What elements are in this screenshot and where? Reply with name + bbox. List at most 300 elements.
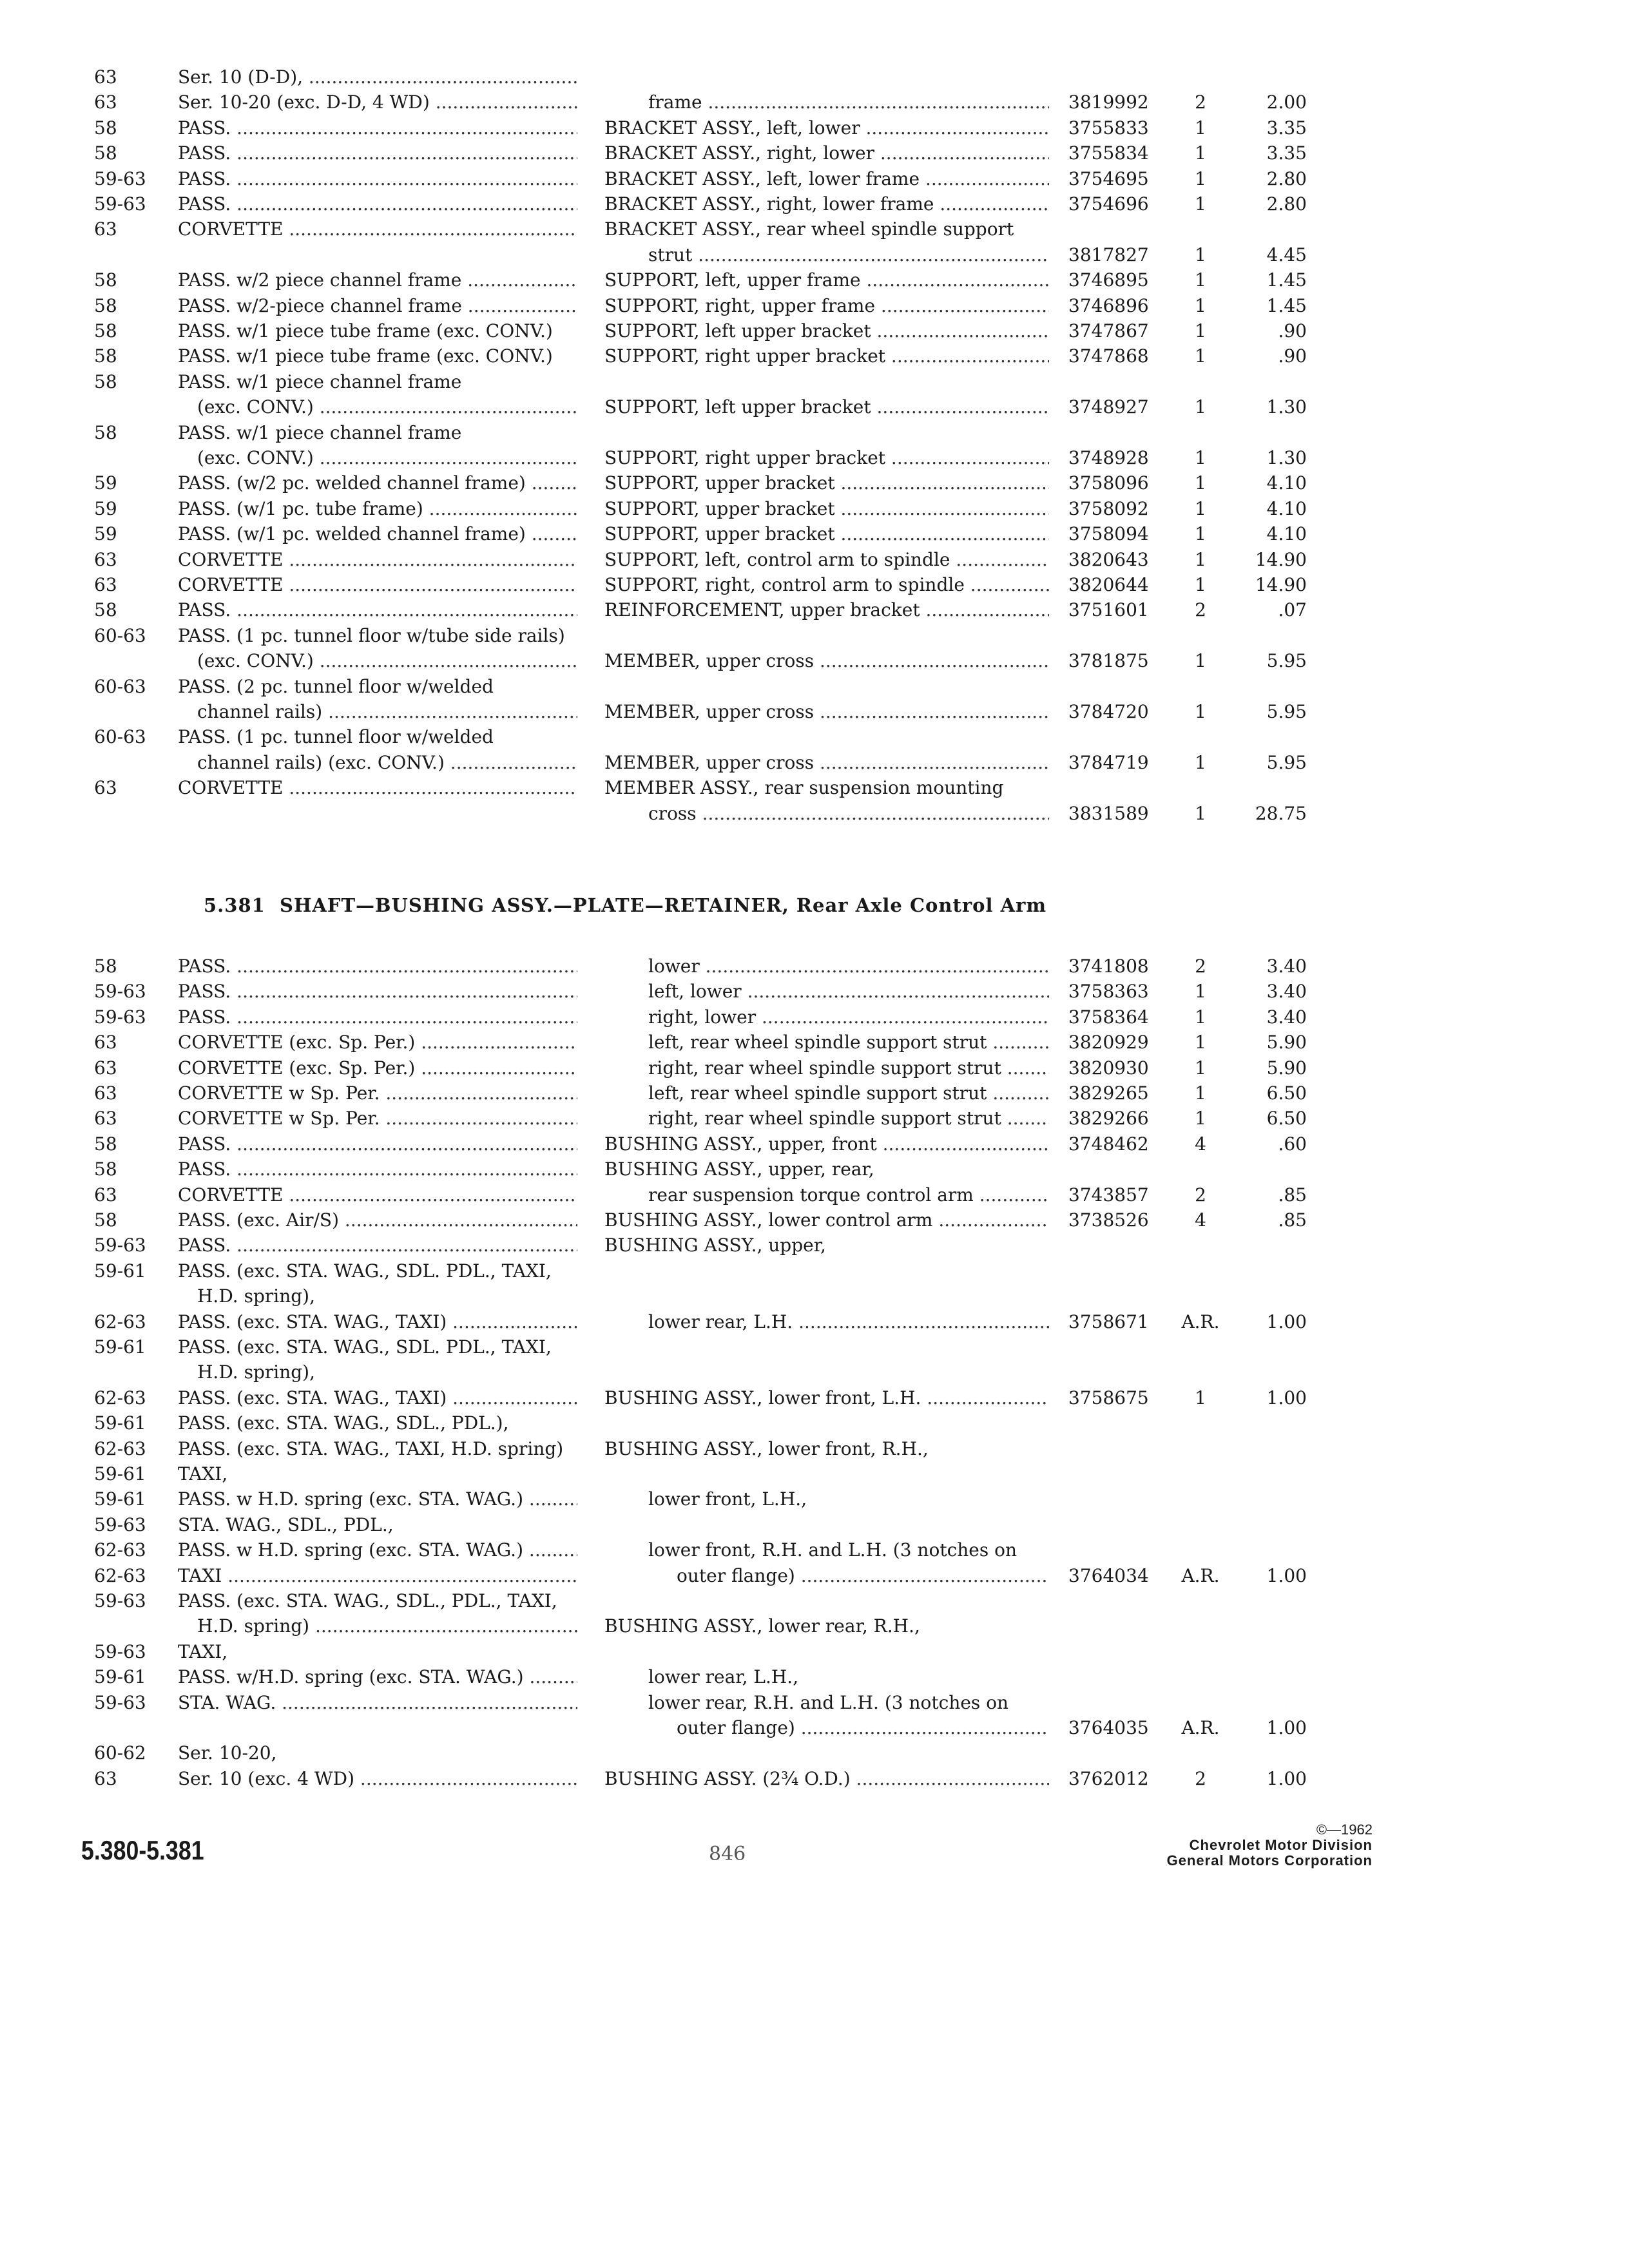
table-row	[0, 369, 1629, 395]
price: .85	[1278, 1184, 1307, 1206]
table-row	[0, 115, 1629, 141]
application: PASS. (exc. Air/S) .....	[178, 1207, 577, 1233]
model-year: 59-63	[94, 1514, 146, 1535]
table-row	[0, 293, 1629, 319]
part-description: rear suspension torque control arm .....	[648, 1182, 1049, 1208]
application: PASS. (2 pc. tunnel floor w/welded	[178, 675, 494, 697]
table-row	[0, 597, 1629, 623]
quantity: A.R.	[1181, 1564, 1220, 1586]
price: 1.30	[1266, 396, 1307, 418]
price: 4.10	[1266, 523, 1307, 545]
model-year: 59-63	[94, 168, 146, 189]
part-description: SUPPORT, upper bracket .....	[604, 470, 1049, 496]
model-year: 60-63	[94, 675, 146, 697]
table-row	[0, 1766, 1629, 1792]
price: 4.10	[1266, 497, 1307, 519]
application: CORVETTE .....	[178, 216, 577, 242]
model-year: 60-63	[94, 726, 146, 748]
part-description: BUSHING ASSY., upper, rear,	[604, 1158, 874, 1180]
table-row	[0, 90, 1629, 115]
price: 6.50	[1266, 1082, 1307, 1104]
application: PASS. .....	[178, 979, 577, 1004]
quantity: 1	[1195, 320, 1206, 341]
price: 3.35	[1266, 142, 1307, 164]
application: CORVETTE .....	[178, 775, 577, 801]
table-row	[0, 267, 1629, 293]
part-number: 3758094	[1068, 523, 1149, 545]
table-row	[0, 1385, 1629, 1411]
model-year: 59-61	[94, 1463, 146, 1485]
table-row	[0, 496, 1629, 522]
part-description: left, lower .....	[648, 979, 1049, 1004]
price: 3.35	[1266, 117, 1307, 139]
application: PASS. (exc. STA. WAG., SDL. PDL., TAXI,	[178, 1260, 552, 1282]
part-description: MEMBER, upper cross .....	[604, 699, 1049, 725]
application: Ser. 10 (D-D), .....	[178, 64, 577, 90]
table-row	[0, 445, 1629, 471]
quantity: 2	[1195, 1767, 1206, 1789]
part-description: left, rear wheel spindle support strut .....	[648, 1081, 1049, 1106]
table-row	[0, 216, 1629, 242]
table-row	[0, 343, 1629, 369]
part-number: 3781875	[1068, 650, 1149, 672]
table-row	[0, 64, 1629, 90]
table-row	[0, 1715, 1629, 1741]
price: .90	[1278, 345, 1307, 367]
table-row	[0, 1106, 1629, 1131]
quantity: 1	[1195, 574, 1206, 595]
application: PASS. .....	[178, 1157, 577, 1182]
table-row	[0, 318, 1629, 344]
application: Ser. 10 (exc. 4 WD) .....	[178, 1766, 577, 1792]
quantity: 1	[1195, 523, 1206, 545]
part-number: 3817827	[1068, 244, 1149, 265]
quantity: 1	[1195, 294, 1206, 316]
table-row	[0, 1309, 1629, 1335]
application: PASS. (1 pc. tunnel floor w/welded	[178, 726, 494, 748]
quantity: 1	[1195, 1057, 1206, 1079]
application: PASS. w/2 piece channel frame .....	[178, 267, 577, 293]
application: PASS. w/1 piece tube frame (exc. CONV.)	[178, 345, 553, 367]
quantity: 1	[1195, 345, 1206, 367]
quantity: 1	[1195, 168, 1206, 189]
model-year: 62-63	[94, 1437, 146, 1459]
part-number: 3820643	[1068, 548, 1149, 570]
table-row	[0, 1740, 1629, 1766]
table-row	[0, 572, 1629, 598]
part-number: 3758096	[1068, 472, 1149, 494]
application: PASS. w/H.D. spring (exc. STA. WAG.) .....	[178, 1664, 577, 1690]
part-description: lower front, L.H.,	[648, 1488, 807, 1510]
quantity: A.R.	[1181, 1717, 1220, 1738]
quantity: 1	[1195, 650, 1206, 672]
part-description: frame .....	[648, 90, 1049, 115]
part-description: BRACKET ASSY., right, lower .....	[604, 140, 1049, 166]
part-description: right, rear wheel spindle support strut .....	[648, 1055, 1049, 1081]
part-number: 3755833	[1068, 117, 1149, 139]
part-description: lower rear, R.H. and L.H. (3 notches on	[648, 1691, 1009, 1713]
table-row	[0, 140, 1629, 166]
part-number: 3819992	[1068, 91, 1149, 113]
quantity: 1	[1195, 447, 1206, 468]
table-row	[0, 1030, 1629, 1055]
part-description: BRACKET ASSY., right, lower frame .....	[604, 191, 1049, 217]
part-number: 3758364	[1068, 1006, 1149, 1028]
part-description: lower .....	[648, 954, 1049, 979]
model-year: 59-63	[94, 1006, 146, 1028]
price: 4.45	[1266, 244, 1307, 265]
price: .85	[1278, 1209, 1307, 1231]
price: 5.90	[1266, 1032, 1307, 1053]
section-number: 5.381	[204, 894, 265, 916]
quantity: 1	[1195, 269, 1206, 291]
application: CORVETTE (exc. Sp. Per.) .....	[178, 1030, 577, 1055]
table-row	[0, 1613, 1629, 1639]
application: CORVETTE w Sp. Per. .....	[178, 1106, 577, 1131]
model-year: 58	[94, 142, 117, 164]
application: PASS. .....	[178, 1131, 577, 1157]
quantity: 1	[1195, 244, 1206, 265]
price: 1.00	[1266, 1564, 1307, 1586]
footer-section-ref: 5.380-5.381	[81, 1835, 204, 1865]
table-row	[0, 674, 1629, 700]
model-year: 59-61	[94, 1336, 146, 1358]
application: PASS. .....	[178, 1004, 577, 1030]
price: .07	[1278, 599, 1307, 621]
table-row	[0, 547, 1629, 573]
part-number: 3762012	[1068, 1767, 1149, 1789]
model-year: 59-61	[94, 1666, 146, 1688]
quantity: 1	[1195, 548, 1206, 570]
quantity: 1	[1195, 193, 1206, 215]
part-description: SUPPORT, right upper bracket .....	[604, 445, 1049, 471]
part-description: MEMBER, upper cross .....	[604, 648, 1049, 674]
model-year: 63	[94, 1082, 117, 1104]
section-title: SHAFT—BUSHING ASSY.—PLATE—RETAINER,	[280, 894, 789, 916]
model-year: 59	[94, 497, 117, 519]
table-row	[0, 775, 1629, 801]
table-row	[0, 699, 1629, 725]
application: PASS. .....	[178, 191, 577, 217]
quantity: 1	[1195, 1082, 1206, 1104]
price: 1.00	[1266, 1311, 1307, 1332]
model-year: 58	[94, 599, 117, 621]
part-number: 3741808	[1068, 956, 1149, 977]
application: PASS. w/1 piece tube frame (exc. CONV.)	[178, 320, 553, 341]
application: Ser. 10-20,	[178, 1742, 277, 1764]
model-year: 59-63	[94, 981, 146, 1003]
part-description: MEMBER ASSY., rear suspension mounting	[604, 777, 1004, 799]
price: .60	[1278, 1133, 1307, 1155]
quantity: 2	[1195, 956, 1206, 977]
model-year: 58	[94, 1133, 117, 1155]
quantity: 1	[1195, 142, 1206, 164]
quantity: A.R.	[1181, 1311, 1220, 1332]
part-description: strut .....	[648, 242, 1049, 268]
application: PASS. w H.D. spring (exc. STA. WAG.) .....	[178, 1537, 577, 1563]
table-row	[0, 470, 1629, 496]
application: STA. WAG. .....	[178, 1690, 577, 1716]
model-year: 59-61	[94, 1260, 146, 1282]
table-row	[0, 1233, 1629, 1258]
model-year: 59-63	[94, 1590, 146, 1611]
table-row	[0, 1334, 1629, 1360]
part-description: BUSHING ASSY. (2¾ O.D.) .....	[604, 1766, 1049, 1792]
application: TAXI .....	[178, 1563, 577, 1589]
model-year: 63	[94, 91, 117, 113]
part-description: lower front, R.H. and L.H. (3 notches on	[648, 1539, 1017, 1561]
application: H.D. spring),	[197, 1361, 315, 1383]
part-description: MEMBER, upper cross .....	[604, 750, 1049, 776]
price: 2.00	[1266, 91, 1307, 113]
table-row	[0, 954, 1629, 979]
part-number: 3831589	[1068, 802, 1149, 824]
table-row	[0, 394, 1629, 420]
part-number: 3754696	[1068, 193, 1149, 215]
model-year: 59-63	[94, 1235, 146, 1256]
application: TAXI,	[178, 1463, 228, 1485]
model-year: 63	[94, 66, 117, 88]
quantity: 1	[1195, 497, 1206, 519]
part-number: 3751601	[1068, 599, 1149, 621]
price: 5.95	[1266, 701, 1307, 722]
part-number: 3820644	[1068, 574, 1149, 595]
model-year: 58	[94, 345, 117, 367]
quantity: 1	[1195, 472, 1206, 494]
table-row	[0, 979, 1629, 1004]
model-year: 59-61	[94, 1412, 146, 1434]
model-year: 59-63	[94, 1691, 146, 1713]
model-year: 63	[94, 548, 117, 570]
table-row	[0, 1131, 1629, 1157]
table-row	[0, 1690, 1629, 1716]
application: PASS. (1 pc. tunnel floor w/tube side rails)	[178, 624, 565, 646]
part-number: 3764035	[1068, 1717, 1149, 1738]
model-year: 62-63	[94, 1564, 146, 1586]
part-number: 3784719	[1068, 751, 1149, 773]
table-row	[0, 1537, 1629, 1563]
table-row	[0, 1461, 1629, 1487]
part-description: BRACKET ASSY., left, lower .....	[604, 115, 1049, 141]
price: 1.45	[1266, 269, 1307, 291]
model-year: 60-62	[94, 1742, 146, 1764]
application: channel rails) (exc. CONV.) .....	[197, 750, 577, 776]
part-description: lower rear, L.H.,	[648, 1666, 799, 1688]
model-year: 58	[94, 117, 117, 139]
quantity: 2	[1195, 91, 1206, 113]
part-description: SUPPORT, left upper bracket .....	[604, 394, 1049, 420]
application: PASS. (exc. STA. WAG., SDL., PDL.),	[178, 1412, 509, 1434]
model-year: 63	[94, 574, 117, 595]
corporation-name: General Motors Corporation	[1166, 1852, 1373, 1869]
quantity: 4	[1195, 1209, 1206, 1231]
application: PASS. (w/2 pc. welded channel frame) .....	[178, 470, 577, 496]
model-year: 62-63	[94, 1311, 146, 1332]
table-row	[0, 1157, 1629, 1182]
model-year: 58	[94, 294, 117, 316]
part-description: outer flange) .....	[677, 1715, 1049, 1741]
part-number: 3829266	[1068, 1108, 1149, 1129]
price: 5.90	[1266, 1057, 1307, 1079]
application: CORVETTE (exc. Sp. Per.) .....	[178, 1055, 577, 1081]
application: CORVETTE w Sp. Per. .....	[178, 1081, 577, 1106]
part-number: 3755834	[1068, 142, 1149, 164]
price: 2.80	[1266, 193, 1307, 215]
quantity: 1	[1195, 701, 1206, 722]
table-row	[0, 1588, 1629, 1614]
price: 28.75	[1255, 802, 1307, 824]
part-description: BUSHING ASSY., lower rear, R.H.,	[604, 1615, 920, 1637]
table-row	[0, 1182, 1629, 1208]
table-row	[0, 191, 1629, 217]
price: .90	[1278, 320, 1307, 341]
application: PASS. .....	[178, 166, 577, 192]
application: PASS. .....	[178, 140, 577, 166]
section-heading	[204, 894, 1046, 916]
part-number: 3758092	[1068, 497, 1149, 519]
model-year: 58	[94, 956, 117, 977]
part-number: 3758363	[1068, 981, 1149, 1003]
part-description: SUPPORT, left, control arm to spindle .....	[604, 547, 1049, 573]
part-number: 3748927	[1068, 396, 1149, 418]
part-description: BUSHING ASSY., upper, front .....	[604, 1131, 1049, 1157]
table-row	[0, 1563, 1629, 1589]
application: PASS. .....	[178, 597, 577, 623]
table-row	[0, 242, 1629, 268]
application: channel rails) .....	[197, 699, 577, 725]
model-year: 58	[94, 1209, 117, 1231]
application: PASS. (w/1 pc. tube frame) .....	[178, 496, 577, 522]
application: CORVETTE .....	[178, 572, 577, 598]
table-row	[0, 1639, 1629, 1665]
application: STA. WAG., SDL., PDL.,	[178, 1514, 394, 1535]
table-row	[0, 1004, 1629, 1030]
model-year: 59-63	[94, 1640, 146, 1662]
application: PASS. (exc. STA. WAG., TAXI, H.D. spring)	[178, 1437, 564, 1459]
part-number: 3746895	[1068, 269, 1149, 291]
part-number: 3754695	[1068, 168, 1149, 189]
application: PASS. (w/1 pc. welded channel frame) .....	[178, 521, 577, 547]
page-number: 846	[709, 1843, 746, 1865]
application: PASS. .....	[178, 954, 577, 979]
part-description: left, rear wheel spindle support strut .....	[648, 1030, 1049, 1055]
part-description: outer flange) .....	[677, 1563, 1049, 1589]
model-year: 58	[94, 269, 117, 291]
part-description: SUPPORT, upper bracket .....	[604, 496, 1049, 522]
part-number: 3820930	[1068, 1057, 1149, 1079]
price: 3.40	[1266, 956, 1307, 977]
application: Ser. 10-20 (exc. D-D, 4 WD) .....	[178, 90, 577, 115]
application: PASS. w/1 piece channel frame	[178, 370, 462, 392]
table-row	[0, 801, 1629, 827]
price: 1.00	[1266, 1387, 1307, 1408]
table-row	[0, 724, 1629, 750]
price: 1.30	[1266, 447, 1307, 468]
table-row	[0, 521, 1629, 547]
table-row	[0, 420, 1629, 446]
application: PASS. (exc. STA. WAG., TAXI) .....	[178, 1385, 577, 1411]
application: CORVETTE .....	[178, 1182, 577, 1208]
quantity: 1	[1195, 117, 1206, 139]
price: 6.50	[1266, 1108, 1307, 1129]
quantity: 1	[1195, 751, 1206, 773]
part-description: lower rear, L.H. .....	[648, 1309, 1049, 1335]
quantity: 4	[1195, 1133, 1206, 1155]
part-number: 3829265	[1068, 1082, 1149, 1104]
part-description: SUPPORT, left upper bracket .....	[604, 318, 1049, 344]
table-row	[0, 1081, 1629, 1106]
application: PASS. (exc. STA. WAG., TAXI) .....	[178, 1309, 577, 1335]
part-description: BRACKET ASSY., rear wheel spindle support	[604, 218, 1014, 240]
model-year: 63	[94, 777, 117, 799]
application: PASS. (exc. STA. WAG., SDL. PDL., TAXI,	[178, 1336, 552, 1358]
application: H.D. spring) .....	[197, 1613, 577, 1639]
part-description: BRACKET ASSY., left, lower frame .....	[604, 166, 1049, 192]
table-row	[0, 1436, 1629, 1462]
part-number: 3738526	[1068, 1209, 1149, 1231]
model-year: 59-61	[94, 1488, 146, 1510]
table-row	[0, 1486, 1629, 1512]
price: 1.00	[1266, 1767, 1307, 1789]
part-description: SUPPORT, right, control arm to spindle .....	[604, 572, 1049, 598]
table-row	[0, 648, 1629, 674]
part-description: right, lower .....	[648, 1004, 1049, 1030]
table-row	[0, 1664, 1629, 1690]
application: H.D. spring),	[197, 1285, 315, 1307]
price: 1.00	[1266, 1717, 1307, 1738]
table-row	[0, 166, 1629, 192]
part-description: cross .....	[648, 801, 1049, 827]
part-number: 3758675	[1068, 1387, 1149, 1408]
price: 2.80	[1266, 168, 1307, 189]
quantity: 1	[1195, 1032, 1206, 1053]
part-number: 3748928	[1068, 447, 1149, 468]
table-row	[0, 1512, 1629, 1538]
table-row	[0, 1283, 1629, 1309]
price: 5.95	[1266, 650, 1307, 672]
quantity: 2	[1195, 1184, 1206, 1206]
application: PASS. w/2-piece channel frame .....	[178, 293, 577, 319]
quantity: 1	[1195, 981, 1206, 1003]
part-number: 3747867	[1068, 320, 1149, 341]
part-number: 3764034	[1068, 1564, 1149, 1586]
part-number: 3784720	[1068, 701, 1149, 722]
model-year: 59	[94, 523, 117, 545]
application: (exc. CONV.) .....	[197, 648, 577, 674]
footer-copyright	[1167, 1822, 1373, 1869]
model-year: 63	[94, 1767, 117, 1789]
model-year: 63	[94, 1184, 117, 1206]
table-row	[0, 1410, 1629, 1436]
table-row	[0, 1207, 1629, 1233]
model-year: 62-63	[94, 1387, 146, 1408]
application: (exc. CONV.) .....	[197, 394, 577, 420]
model-year: 58	[94, 1158, 117, 1180]
application: PASS. .....	[178, 115, 577, 141]
quantity: 1	[1195, 802, 1206, 824]
part-description: right, rear wheel spindle support strut .....	[648, 1106, 1049, 1131]
part-number: 3747868	[1068, 345, 1149, 367]
application: PASS. (exc. STA. WAG., SDL., PDL., TAXI,	[178, 1590, 557, 1611]
price: 1.45	[1266, 294, 1307, 316]
part-description: SUPPORT, upper bracket .....	[604, 521, 1049, 547]
model-year: 63	[94, 1032, 117, 1053]
copyright-year: ©—1962	[1316, 1821, 1373, 1838]
quantity: 2	[1195, 599, 1206, 621]
part-description: BUSHING ASSY., upper,	[604, 1235, 826, 1256]
table-row	[0, 623, 1629, 649]
model-year: 59	[94, 472, 117, 494]
